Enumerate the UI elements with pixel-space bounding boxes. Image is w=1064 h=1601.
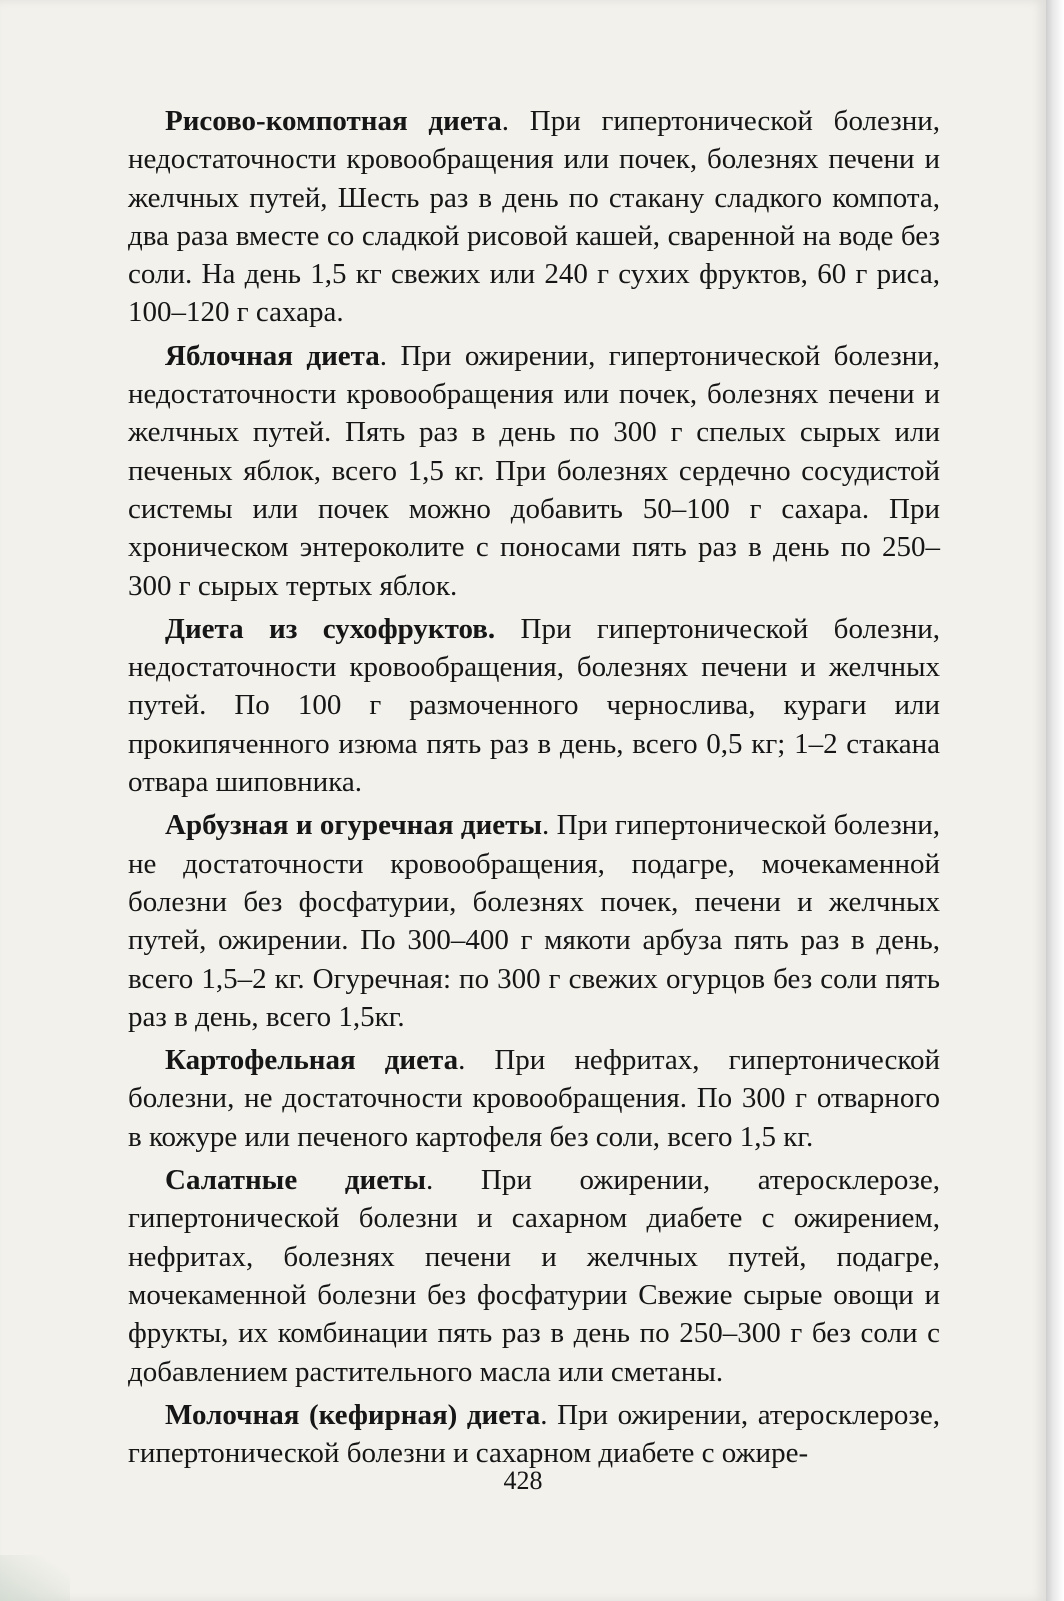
paragraph-heading: Молочная (кефирная) диета <box>165 1398 541 1431</box>
paragraph-heading: Арбузная и огуречная диеты <box>165 809 543 842</box>
page-edge <box>1046 0 1064 1601</box>
paragraph-dried-fruit-diet <box>128 610 940 801</box>
paragraph-body: . При ожирении, гипертонической болезни, недостаточности кровообращения или почек, болезнях печени и желчных путей. Пять раз в день по 300 г спелых сырых или печеных яблок, всего 1,5 кг. При болезнях сердечно сосудистой системы или почек можно добавить 50–100 г сахара. При хроническом энтероколите с поносами пять раз в день по 250–300 г сырых тертых яблок. <box>128 339 940 602</box>
paragraph-body: . При нефритах, гипертонической болезни, не достаточности кровообращения. По 300 г отварного в кожуре или печеного картофеля без соли, всего 1,5 кг. <box>128 1044 941 1153</box>
page-number: 428 <box>503 1466 543 1495</box>
paragraph-salad-diets <box>128 1161 940 1391</box>
paragraph-milk-kefir-diet <box>128 1396 940 1473</box>
paragraph-heading: Рисово-компотная диета <box>165 105 502 137</box>
paragraph-body: . При ожирении, атеросклерозе, гипертонической болезни и сахарном диабете с ожирением, нефритах, болезнях печени и желчных путей, подагре, мочекаменной болезни без фосфатурии Свежие сырые овощи и фрукты, их комбинации пять раз в день по 250–300 г без соли с добавлением растительного масла или сметаны. <box>128 1164 940 1388</box>
paragraph-body: . При гипертонической болезни, недостаточности кровообращения или почек, болезнях печени и желчных путей, Шесть раз в день по стакану сладкого компота, два раза вместе со сладкой рисовой кашей, сваренной на воде без соли. На день 1,5 кг свежих или 240 г сухих фруктов, 60 г риса, 100–120 г сахара. <box>128 105 941 329</box>
paragraph-potato-diet <box>128 1041 940 1156</box>
paragraph-body: При гипертонической болезни, недостаточности кровообращения, болезнях печени и желчных путей. По 100 г размоченного чернослива, кураги или прокипяченного изюма пять раз в день, всего 0,5 кг; 1–2 стакана отвара шиповника. <box>128 612 941 799</box>
paragraph-watermelon-cucumber-diet <box>128 806 940 1036</box>
paragraph-rice-compote-diet <box>128 102 940 332</box>
page-corner-shadow <box>0 1555 70 1601</box>
paragraph-apple-diet <box>128 337 940 605</box>
paragraph-heading: Диета из сухофруктов. <box>165 612 496 645</box>
paragraph-heading: Яблочная диета <box>165 339 380 372</box>
page-text <box>128 102 940 1477</box>
paragraph-body: . При гипертонической болезни, не достаточности кровообращения, подагре, мочекаменной болезни без фосфатурии, болезнях почек, печени и желчных путей, ожирении. По 300–400 г мякоти арбуза пять раз в день, всего 1,5–2 кг. Огуречная: по 300 г свежих огурцов без соли пять раз в день, всего 1,5кг. <box>128 809 940 1033</box>
paragraph-heading: Картофельная диета <box>165 1044 459 1077</box>
paragraph-heading: Салатные диеты <box>165 1164 426 1197</box>
paragraph-body: . При ожирении, атеросклерозе, гипертонической болезни и сахарном диабете с ожире- <box>128 1398 940 1470</box>
